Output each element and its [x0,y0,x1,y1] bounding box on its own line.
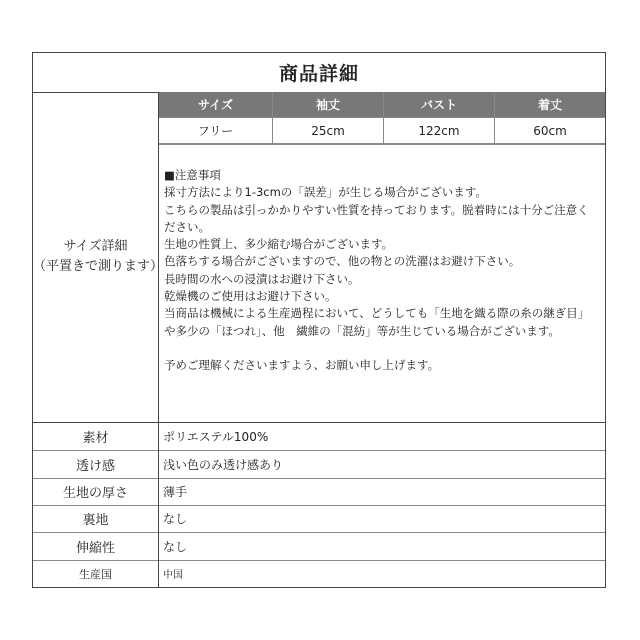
page-title: 商品詳細 [33,53,605,93]
closing-note: 予めご理解くださいますよう、お願い申し上げます。 [164,357,440,372]
size-table-header [159,92,605,118]
size-table [159,92,605,144]
note-line: 乾燥機のご使用はお避け下さい。 [164,289,337,304]
detail-label: 生産国 [33,560,159,587]
sleeve-value-cell: 25cm [273,118,384,144]
caution-heading: ■注意事項 [164,168,221,182]
note-line: 生地の性質上、多少縮む場合がございます。 [164,237,394,252]
product-detail-sheet [32,52,606,588]
detail-label: 伸縮性 [33,532,159,560]
detail-label: 生地の厚さ [33,478,159,505]
note-line: こちらの製品は引っかかりやすい性質を持っております。脱着時には十分ご注意ください。 [164,202,589,234]
detail-row-material [33,422,605,451]
caution-notes [159,144,605,422]
length-value-cell: 60cm [495,118,605,144]
detail-row-sheerness [33,450,605,479]
detail-value: なし [163,539,188,554]
detail-value: ポリエステル100% [163,429,269,444]
detail-value: 中国 [163,570,183,581]
note-line: 色落ちする場合がございますので、他の物との洗濯はお避け下さい。 [164,254,521,269]
detail-value: なし [163,512,188,526]
detail-value: 薄手 [163,485,188,499]
spacer [164,340,599,357]
size-header-cell: サイズ [159,92,273,118]
detail-label: 透け感 [33,450,159,478]
size-detail-section [33,92,605,423]
size-value-cell: フリー [159,118,273,144]
note-line: 当商品は機械による生産過程において、どうしても「生地を織る際の糸の継ぎ目」 [164,306,590,321]
detail-row-stretch [33,532,605,561]
detail-row-lining [33,505,605,533]
sleeve-header-cell: 袖丈 [273,92,384,118]
detail-label: 裏地 [33,505,159,532]
size-table-row [159,118,605,144]
note-line: や多少の「ほつれ」、他 繊維の「混紡」等が生じている場合がございます。 [164,323,560,338]
detail-row-origin [33,560,605,587]
bust-value-cell: 122cm [384,118,495,144]
length-header-cell: 着丈 [495,92,605,118]
spacer [32,587,606,588]
detail-value: 浅い色のみ透け感あり [163,457,284,472]
detail-row-thickness [33,478,605,506]
size-detail-label-note: （平置きで測ります） [33,259,164,274]
note-line: 長時間の水への浸漬はお避け下さい。 [164,271,360,286]
bust-header-cell: バスト [384,92,495,118]
size-detail-label [33,92,164,422]
note-line: 採寸方法により1-3cmの「誤差」が生じる場合がございます。 [164,185,487,200]
detail-label: 素材 [33,422,159,450]
size-detail-label-main: サイズ詳細 [63,239,128,254]
